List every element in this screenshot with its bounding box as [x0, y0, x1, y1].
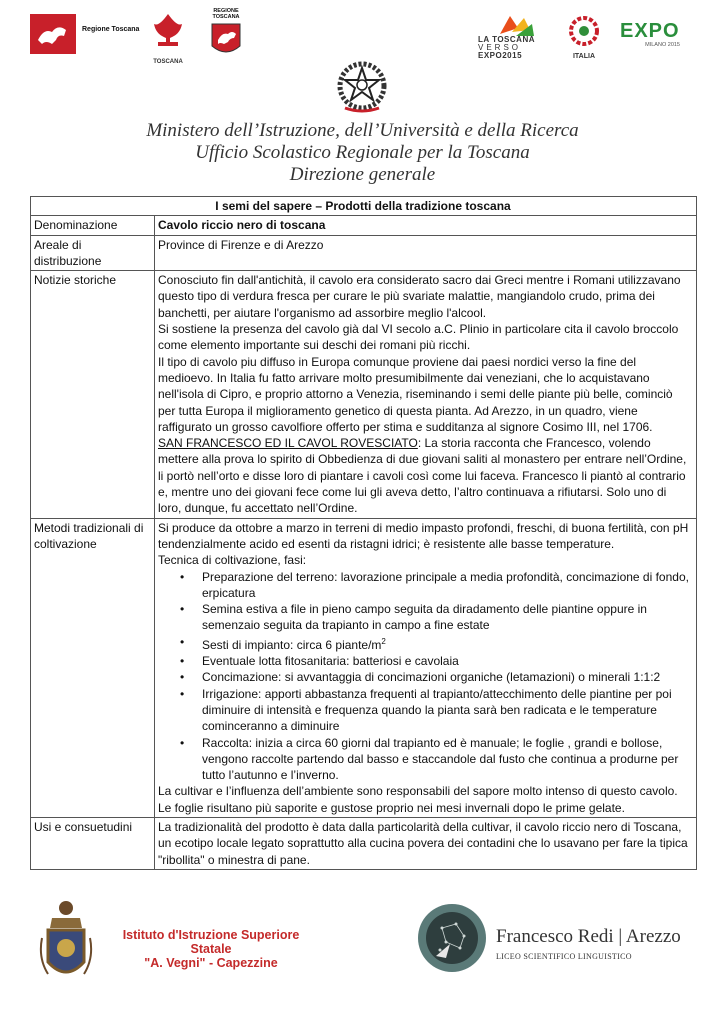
areale-value: Province di Firenze e di Arezzo [155, 235, 697, 271]
italia-logo [564, 16, 604, 60]
ministry-line1: Ministero dell’Istruzione, dell’Università e della Ricerca [146, 120, 579, 141]
expo-sub: MILANO 2015 [645, 42, 680, 48]
notizie-value [155, 271, 697, 518]
regione-toscana-label: Regione Toscana [82, 26, 140, 33]
product-table [30, 196, 697, 870]
toscana-verso-line3: EXPO2015 [478, 51, 523, 60]
liceo-redi-name: Francesco Redi | Arezzo [496, 926, 681, 947]
liceo-redi-sub: LICEO SCIENTIFICO LINGUISTICO [496, 952, 632, 961]
metodi-paragraph: La cultivar e l’influenza dell’ambiente sono responsabili del sapore molto intenso di questo cavolo. Le foglie risultano più saporite e gustose proprio nei mesi invernali dopo le prime gelate. [158, 784, 678, 815]
areale-label: Areale di distribuzione [31, 235, 155, 271]
toscana-verso-expo-logo [478, 14, 554, 66]
expo-label: EXPO [620, 20, 680, 42]
usi-value: La tradizionalità del prodotto è data dalla particolarità della cultivar, il cavolo riccio nero di Toscana, un ecotipo locale legato soprattutto alla cucina povera dei contadini che lo usavano per fare la tipica "ribollita" o minestra di pane. [155, 817, 697, 869]
table-row [31, 271, 697, 518]
list-item-text: Sesti di impianto: circa 6 piante/m [202, 637, 382, 652]
usi-label: Usi e consuetudini [31, 817, 155, 869]
table-row [31, 235, 697, 271]
notizie-paragraph: Il tipo di cavolo piu diffuso in Europa comunque proviene dai paesi nordici verso la fine del medioevo. In Italia fu fatto arrivare molto presumibilmente dai veneziani, che lo acquistavano nell'isola di Cipro, e proprio attorno a Venezia, riseminando i semi delle piante più belle, cominciò per tutta Europa il miglioramento genetico di questa pianta. Ad Arezzo, in un quadro, viene raffigurato un grosso cavolfiore offerto per stima e sudditanza al signore Cosimo III, nel 1706. [158, 354, 673, 434]
list-item: • Raccolta: inizia a circa 60 giorni dal trapianto ed è manuale; le foglie , grandi e bollose, vengono raccolte partendo dal basso e staccandole dal fusto che continua a produrne per tutto l’autunno e l’inverno. [202, 735, 692, 784]
ministry-heading [0, 120, 725, 186]
metodi-paragraph: Si produce da ottobre a marzo in terreni di medio impasto profondi, freschi, di buona fertilità, con pH tendenzialmente acido ed esenti da ristagni idrici; è resistente alle basse temperature. [158, 520, 689, 551]
isis-name [104, 928, 318, 970]
metodi-paragraph: Tecnica di coltivazione, fasi: [158, 553, 307, 568]
toscana-lily-logo [148, 12, 188, 64]
toscana-label: TOSCANA [153, 59, 183, 65]
isis-crest-icon [38, 898, 94, 988]
notizie-paragraph: Si sostiene la presenza del cavolo già dal VI secolo a.C. Plinio in particolare cita il cavolo broccolo come elemento importante sui deschi dei romani più ricchi. [158, 322, 679, 353]
italia-label: ITALIA [572, 53, 596, 60]
notizie-paragraph [158, 435, 692, 516]
notizie-label: Notizie storiche [31, 271, 155, 518]
expo-2015-logo [620, 20, 688, 54]
regione-toscana-small-logo [208, 8, 244, 60]
italian-republic-emblem-icon [335, 60, 389, 116]
denominazione-value: Cavolo riccio nero di toscana [155, 216, 697, 235]
list-item: • Semina estiva a file in pieno campo seguita da diradamento delle piantine oppure in semenzaio seguita da trapianto in campo a fine estate [202, 601, 692, 634]
notizie-paragraph: Conosciuto fin dall'antichità, il cavolo era considerato sacro dai Greci mentre i Romani utilizzavano questo tipo di verdura fresca per curare le più svariate malattie, mangiandolo crudo, prima dei banchetti, per aiutare l'organismo ad assorbire meglio l'alcool. [158, 273, 681, 320]
regione-small-line1: REGIONE [213, 8, 239, 14]
ministry-line3: Direzione generale [289, 164, 436, 185]
metodi-label: Metodi tradizionali di coltivazione [31, 518, 155, 817]
list-item: • Irrigazione: apporti abbastanza frequenti al trapianto/attecchimento delle piantine per poi diminuire di intensità e frequenza quando la pianta sarà ben radicata e le temperature cominceranno a diminuire [202, 686, 692, 735]
table-title: I semi del sapere – Prodotti della tradizione toscana [31, 197, 697, 216]
liceo-redi-logo-icon [416, 902, 488, 974]
toscana-verso-line2: VERSO [478, 43, 522, 52]
regione-toscana-flag-icon [30, 14, 76, 54]
list-item [202, 634, 692, 653]
metodi-value [155, 518, 697, 817]
isis-line1: Istituto d'Istruzione Superiore Statale [122, 928, 300, 956]
isis-line2: "A. Vegni" - Capezzine [144, 956, 278, 970]
list-item: • Preparazione del terreno: lavorazione principale a media profondità, concimazione di fondo, erpicatura [202, 569, 692, 602]
list-item: • Eventuale lotta fitosanitaria: batteriosi e cavolaia [202, 653, 692, 669]
fasi-list [158, 569, 692, 784]
regione-small-line2: TOSCANA [212, 14, 240, 20]
table-row [31, 216, 697, 235]
san-francesco-title: SAN FRANCESCO ED IL CAVOL ROVESCIATO [158, 436, 418, 451]
ministry-line2: Ufficio Scolastico Regionale per la Toscana [195, 142, 530, 163]
superscript-2: 2 [381, 636, 386, 646]
table-row [31, 518, 697, 817]
list-item: • Concimazione: si avvantaggia di concimazioni organiche (letamazioni) o minerali 1:1:2 [202, 669, 692, 685]
toscana-verso-line1: LA TOSCANA [478, 35, 535, 44]
table-row [31, 817, 697, 869]
san-francesco-text: : La storia racconta che Francesco, volendo mettere alla prova lo spirito di Obbedienza di due giovani saliti al monastero per entrare nell’Ordine, li portò nell’orto e disse loro di piantare i cavoli così come lui faceva. Francesco li piantò al contrario e, mentre uno dei giovani fece come lui gli aveva detto, l’altro continuava a rifiutarsi. Solo uno di loro, dunque, fu accettato nell’Ordine. [158, 436, 687, 516]
denominazione-label: Denominazione [31, 216, 155, 235]
